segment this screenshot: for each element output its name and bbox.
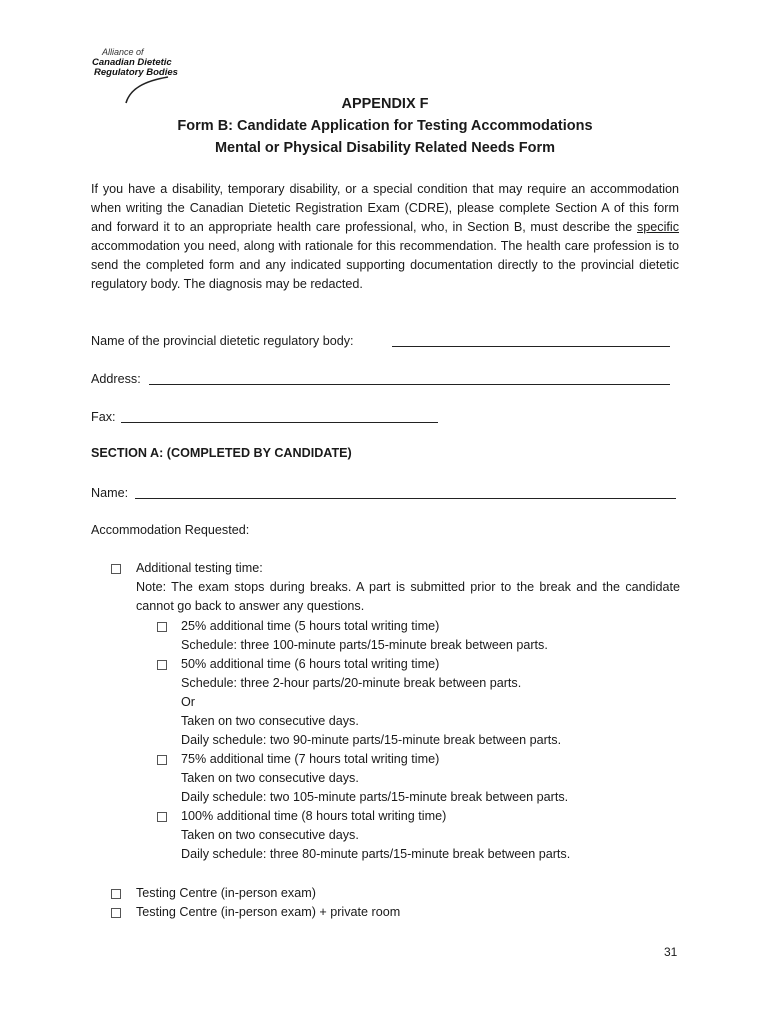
- option-75-label: 75% additional time (7 hours total writing time): [181, 752, 440, 766]
- candidate-name-label: Name:: [91, 486, 129, 500]
- intro-paragraph: If you have a disability, temporary disability, or a special condition that may require an accommodation when writing the Canadian Dietetic Registration Exam (CDRE), please complete Section A of this form and forward it to an appropriate health care professional, who, in Section B, must describe the specific accommodation you need, along with rationale for this recommendation. The health care profession is to send the completed form and any indicated supporting documentation directly to the provincial dietetic regulatory body. The diagnosis may be redacted.: [91, 182, 679, 291]
- option-25-checkbox[interactable]: [157, 622, 167, 632]
- option-50-or: Or: [181, 695, 195, 709]
- testing-centre-private-label: Testing Centre (in-person exam) + private room: [136, 905, 401, 919]
- section-a-title: SECTION A: (COMPLETED BY CANDIDATE): [91, 446, 352, 460]
- address-field[interactable]: [149, 384, 670, 385]
- page-number: 31: [664, 945, 678, 959]
- regulatory-body-label: Name of the provincial dietetic regulatory body:: [91, 334, 354, 348]
- option-100-daily-schedule: Daily schedule: three 80-minute parts/15-minute break between parts.: [181, 847, 571, 861]
- form-title: Form B: Candidate Application for Testing Accommodations: [177, 118, 593, 134]
- address-label: Address:: [91, 372, 141, 386]
- additional-time-checkbox[interactable]: [111, 564, 121, 574]
- regulatory-body-field[interactable]: [392, 346, 670, 347]
- option-100-days: Taken on two consecutive days.: [181, 828, 359, 842]
- logo-line-2: Canadian Dietetic: [92, 57, 172, 68]
- option-50-label: 50% additional time (6 hours total writing time): [181, 657, 440, 671]
- option-50-daily-schedule: Daily schedule: two 90-minute parts/15-minute break between parts.: [181, 733, 562, 747]
- option-75-checkbox[interactable]: [157, 755, 167, 765]
- testing-centre-private-checkbox[interactable]: [111, 908, 121, 918]
- option-50-schedule: Schedule: three 2-hour parts/20-minute break between parts.: [181, 676, 522, 690]
- option-25-label: 25% additional time (5 hours total writing time): [181, 619, 440, 633]
- option-75-daily-schedule: Daily schedule: two 105-minute parts/15-minute break between parts.: [181, 790, 569, 804]
- option-25-schedule: Schedule: three 100-minute parts/15-minute break between parts.: [181, 638, 548, 652]
- logo-line-1: Alliance of: [102, 47, 144, 57]
- specific-emphasis: specific: [637, 220, 679, 234]
- additional-time-note: Note: The exam stops during breaks. A part is submitted prior to the break and the candidate cannot go back to answer any questions.: [136, 580, 680, 613]
- form-subtitle: Mental or Physical Disability Related Needs Form: [214, 140, 556, 156]
- candidate-name-field[interactable]: [135, 498, 676, 499]
- logo-line-3: Regulatory Bodies: [94, 67, 178, 78]
- option-100-label: 100% additional time (8 hours total writing time): [181, 809, 447, 823]
- option-50-days: Taken on two consecutive days.: [181, 714, 359, 728]
- option-50-checkbox[interactable]: [157, 660, 167, 670]
- testing-centre-checkbox[interactable]: [111, 889, 121, 899]
- additional-time-label: Additional testing time:: [136, 561, 263, 575]
- fax-label: Fax:: [91, 410, 116, 424]
- option-75-days: Taken on two consecutive days.: [181, 771, 359, 785]
- fax-field[interactable]: [121, 422, 438, 423]
- option-100-checkbox[interactable]: [157, 812, 167, 822]
- appendix-heading: APPENDIX F: [341, 96, 429, 112]
- testing-centre-label: Testing Centre (in-person exam): [136, 886, 316, 900]
- accommodation-label: Accommodation Requested:: [91, 523, 250, 537]
